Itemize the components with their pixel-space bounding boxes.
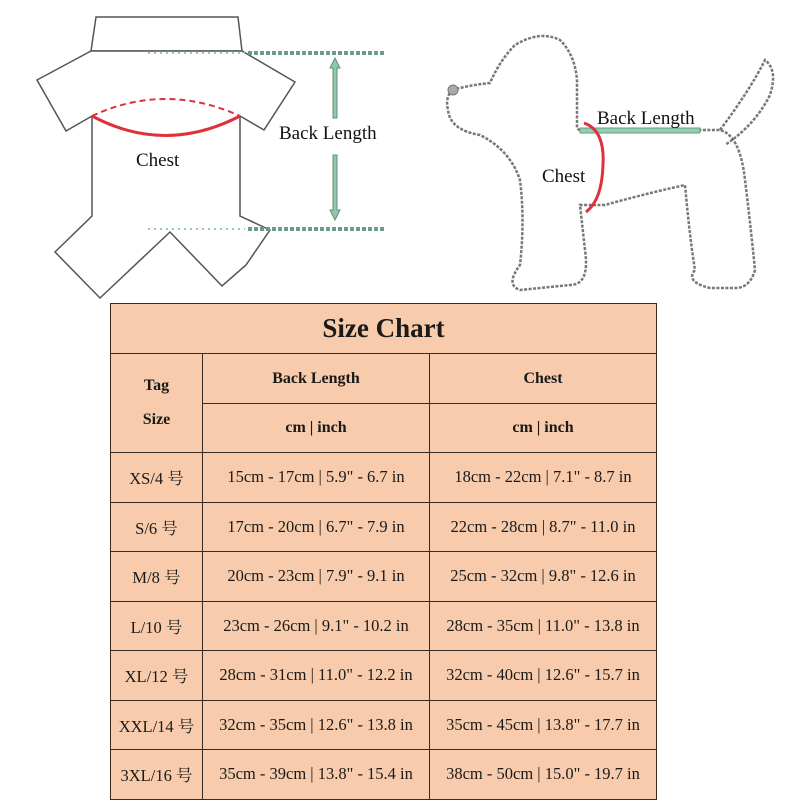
back-length-cell: 35cm - 39cm | 13.8" - 15.4 in bbox=[203, 750, 430, 800]
chest-unit: cm | inch bbox=[430, 404, 657, 453]
chest-cell: 32cm - 40cm | 12.6" - 15.7 in bbox=[430, 651, 657, 701]
tag-cell: XS/4 号 bbox=[111, 453, 203, 503]
tag-header-line2: Size bbox=[142, 411, 171, 428]
tag-header-line1: Tag bbox=[143, 377, 170, 394]
shirt-diagram bbox=[0, 0, 400, 300]
shirt-chest-label: Chest bbox=[136, 150, 180, 171]
table-row bbox=[111, 453, 657, 503]
tag-cell: L/10 号 bbox=[111, 601, 203, 651]
dog-back-length-label: Back Length bbox=[597, 108, 695, 129]
dog-outline-icon bbox=[447, 36, 773, 290]
tag-cell: 3XL/16 号 bbox=[111, 750, 203, 800]
table-row bbox=[111, 601, 657, 651]
back-length-cell: 32cm - 35cm | 12.6" - 13.8 in bbox=[203, 700, 430, 750]
table-row bbox=[111, 700, 657, 750]
tag-cell: XL/12 号 bbox=[111, 651, 203, 701]
tag-size-header bbox=[111, 354, 203, 453]
back-length-cell: 20cm - 23cm | 7.9" - 9.1 in bbox=[203, 552, 430, 602]
table-title-row bbox=[111, 304, 657, 354]
chest-cell: 25cm - 32cm | 9.8" - 12.6 in bbox=[430, 552, 657, 602]
dog-diagram bbox=[420, 20, 800, 310]
tag-cell: M/8 号 bbox=[111, 552, 203, 602]
chest-cell: 38cm - 50cm | 15.0" - 19.7 in bbox=[430, 750, 657, 800]
dog-chest-measure-icon bbox=[584, 123, 603, 212]
chest-header: Chest bbox=[430, 354, 657, 404]
chest-cell: 28cm - 35cm | 11.0" - 13.8 in bbox=[430, 601, 657, 651]
chest-cell: 35cm - 45cm | 13.8" - 17.7 in bbox=[430, 700, 657, 750]
size-chart-table bbox=[110, 303, 657, 800]
chest-cell: 22cm - 28cm | 8.7" - 11.0 in bbox=[430, 502, 657, 552]
table-row bbox=[111, 651, 657, 701]
tag-cell: XXL/14 号 bbox=[111, 700, 203, 750]
back-length-cell: 17cm - 20cm | 6.7" - 7.9 in bbox=[203, 502, 430, 552]
chest-cell: 18cm - 22cm | 7.1" - 8.7 in bbox=[430, 453, 657, 503]
table-row bbox=[111, 552, 657, 602]
back-length-unit: cm | inch bbox=[203, 404, 430, 453]
dog-chest-label: Chest bbox=[542, 166, 586, 187]
back-length-cell: 15cm - 17cm | 5.9" - 6.7 in bbox=[203, 453, 430, 503]
shirt-back-length-label: Back Length bbox=[279, 123, 377, 144]
table-title: Size Chart bbox=[111, 304, 657, 354]
tag-cell: S/6 号 bbox=[111, 502, 203, 552]
back-length-cell: 28cm - 31cm | 11.0" - 12.2 in bbox=[203, 651, 430, 701]
header-row bbox=[111, 354, 657, 404]
table-row bbox=[111, 750, 657, 800]
back-length-header: Back Length bbox=[203, 354, 430, 404]
back-length-cell: 23cm - 26cm | 9.1" - 10.2 in bbox=[203, 601, 430, 651]
table-row bbox=[111, 502, 657, 552]
